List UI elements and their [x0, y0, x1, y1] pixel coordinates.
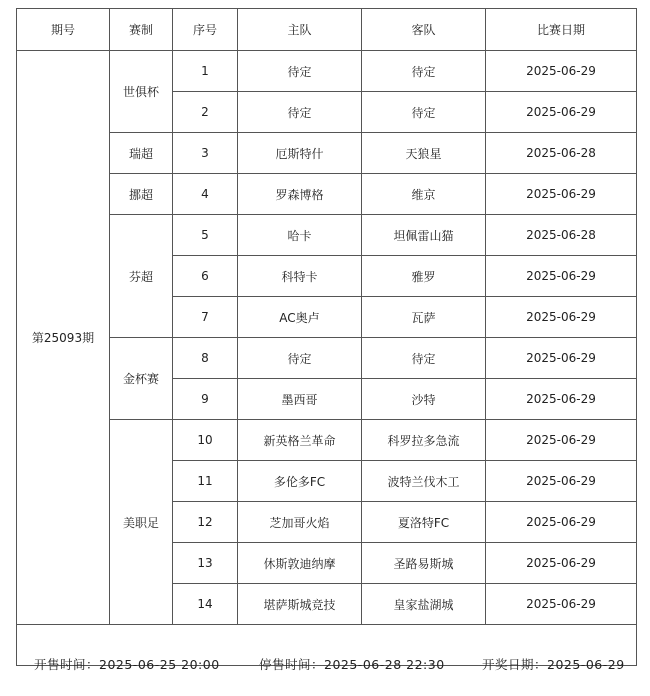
date-cell: 2025-06-29 — [486, 379, 637, 420]
seq-cell: 8 — [173, 338, 238, 379]
league-cell: 挪超 — [110, 174, 173, 215]
league-cell: 美职足 — [110, 420, 173, 625]
sale-end-time: 停售时间：2025-06-28 22:30 — [259, 657, 445, 672]
period-cell: 第25093期 — [17, 51, 110, 625]
date-cell: 2025-06-29 — [486, 420, 637, 461]
table-row — [17, 51, 637, 92]
away-cell: 待定 — [362, 338, 486, 379]
seq-cell: 2 — [173, 92, 238, 133]
seq-cell: 3 — [173, 133, 238, 174]
away-cell: 波特兰伐木工 — [362, 461, 486, 502]
header-home: 主队 — [238, 9, 362, 51]
header-date: 比赛日期 — [486, 9, 637, 51]
seq-cell: 10 — [173, 420, 238, 461]
date-cell: 2025-06-29 — [486, 256, 637, 297]
league-cell: 瑞超 — [110, 133, 173, 174]
header-seq: 序号 — [173, 9, 238, 51]
seq-cell: 11 — [173, 461, 238, 502]
home-cell: 罗森博格 — [238, 174, 362, 215]
seq-cell: 5 — [173, 215, 238, 256]
league-cell: 世俱杯 — [110, 51, 173, 133]
home-cell: AC奥卢 — [238, 297, 362, 338]
date-cell: 2025-06-29 — [486, 338, 637, 379]
away-cell: 科罗拉多急流 — [362, 420, 486, 461]
home-cell: 堪萨斯城竞技 — [238, 584, 362, 625]
date-cell: 2025-06-28 — [486, 215, 637, 256]
header-period: 期号 — [17, 9, 110, 51]
table-row — [17, 338, 637, 379]
date-cell: 2025-06-29 — [486, 502, 637, 543]
date-cell: 2025-06-29 — [486, 297, 637, 338]
seq-cell: 7 — [173, 297, 238, 338]
seq-cell: 1 — [173, 51, 238, 92]
seq-cell: 12 — [173, 502, 238, 543]
date-cell: 2025-06-29 — [486, 461, 637, 502]
header-row — [17, 9, 637, 51]
away-cell: 沙特 — [362, 379, 486, 420]
away-cell: 皇家盐湖城 — [362, 584, 486, 625]
schedule-table — [16, 8, 637, 666]
home-cell: 墨西哥 — [238, 379, 362, 420]
table-row — [17, 420, 637, 461]
date-cell: 2025-06-29 — [486, 174, 637, 215]
away-cell: 雅罗 — [362, 256, 486, 297]
sale-info-footer — [16, 655, 636, 675]
date-cell: 2025-06-29 — [486, 92, 637, 133]
away-cell: 天狼星 — [362, 133, 486, 174]
header-away: 客队 — [362, 9, 486, 51]
home-cell: 待定 — [238, 338, 362, 379]
seq-cell: 6 — [173, 256, 238, 297]
league-cell: 金杯赛 — [110, 338, 173, 420]
away-cell: 待定 — [362, 51, 486, 92]
date-cell: 2025-06-29 — [486, 51, 637, 92]
home-cell: 芝加哥火焰 — [238, 502, 362, 543]
away-cell: 坦佩雷山猫 — [362, 215, 486, 256]
date-cell: 2025-06-29 — [486, 584, 637, 625]
sale-start-time: 开售时间：2025-06-25 20:00 — [34, 657, 220, 672]
away-cell: 维京 — [362, 174, 486, 215]
away-cell: 待定 — [362, 92, 486, 133]
home-cell: 新英格兰革命 — [238, 420, 362, 461]
table-row — [17, 215, 637, 256]
date-cell: 2025-06-29 — [486, 543, 637, 584]
home-cell: 休斯敦迪纳摩 — [238, 543, 362, 584]
home-cell: 多伦多FC — [238, 461, 362, 502]
seq-cell: 13 — [173, 543, 238, 584]
away-cell: 瓦萨 — [362, 297, 486, 338]
seq-cell: 9 — [173, 379, 238, 420]
seq-cell: 14 — [173, 584, 238, 625]
home-cell: 待定 — [238, 92, 362, 133]
home-cell: 哈卡 — [238, 215, 362, 256]
away-cell: 夏洛特FC — [362, 502, 486, 543]
header-league: 赛制 — [110, 9, 173, 51]
home-cell: 待定 — [238, 51, 362, 92]
table-row — [17, 174, 637, 215]
date-cell: 2025-06-28 — [486, 133, 637, 174]
home-cell: 科特卡 — [238, 256, 362, 297]
table-row — [17, 133, 637, 174]
away-cell: 圣路易斯城 — [362, 543, 486, 584]
home-cell: 厄斯特什 — [238, 133, 362, 174]
draw-date: 开奖日期：2025-06-29 — [482, 657, 625, 672]
league-cell: 芬超 — [110, 215, 173, 338]
seq-cell: 4 — [173, 174, 238, 215]
